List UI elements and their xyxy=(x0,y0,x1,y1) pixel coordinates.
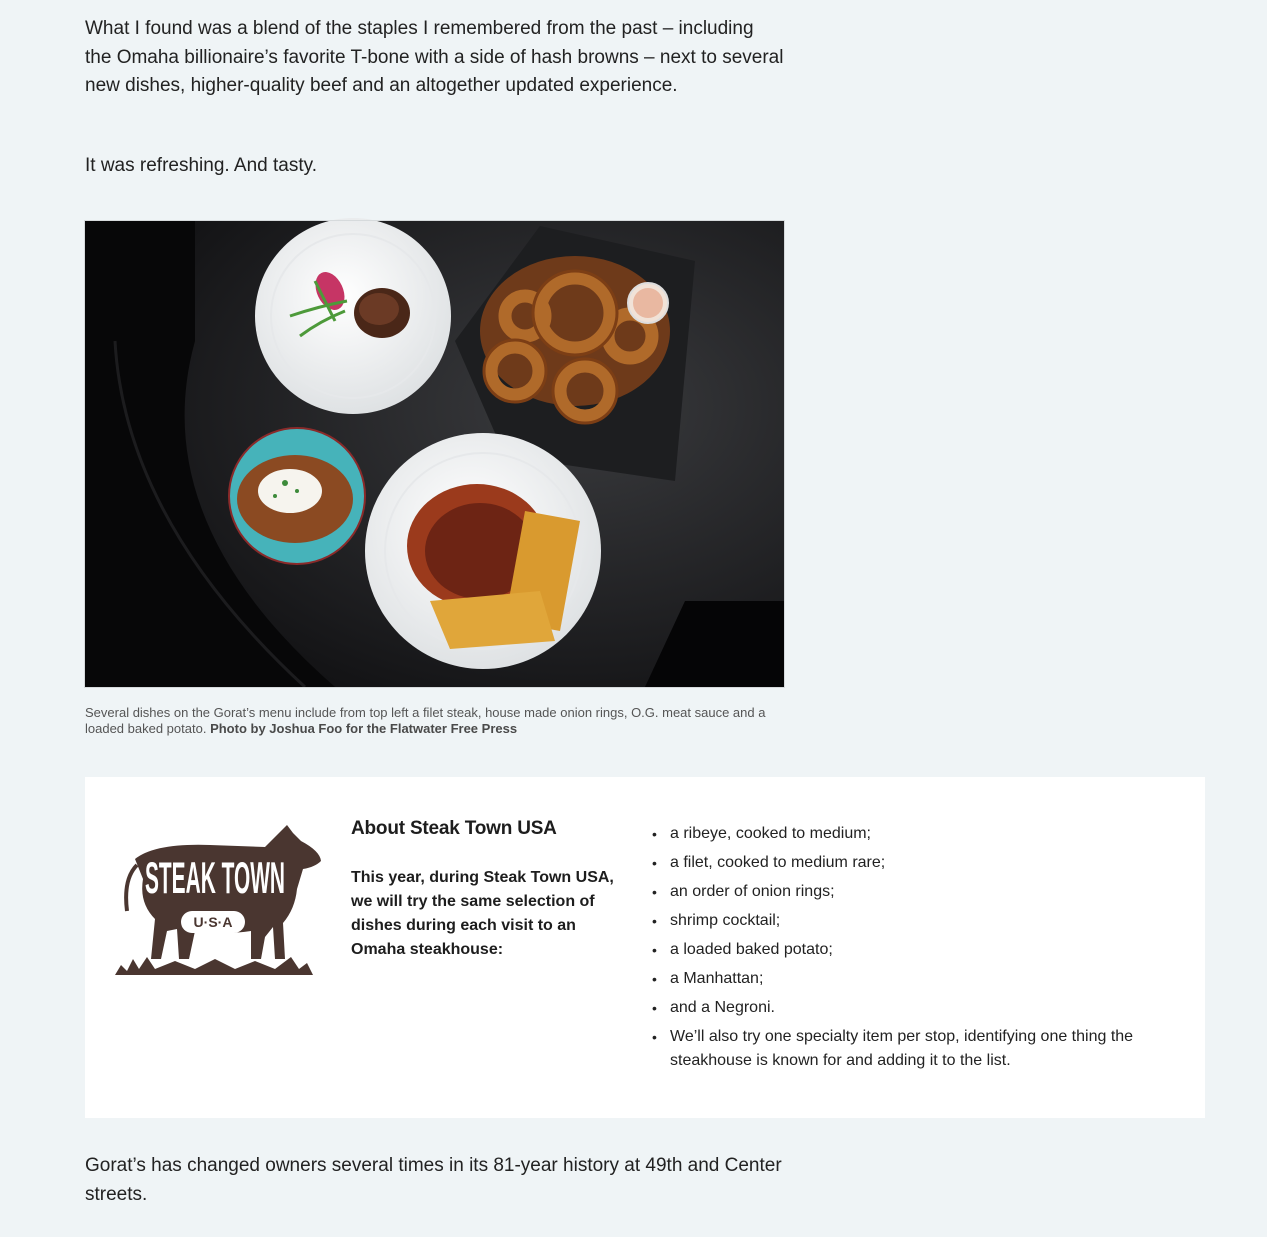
article-paragraph: It was refreshing. And tasty. xyxy=(85,155,317,176)
list-item-text: a ribeye, cooked to medium; xyxy=(670,825,871,842)
list-item xyxy=(652,822,1170,846)
bullet: • xyxy=(652,942,657,958)
list-item-text: an order of onion rings; xyxy=(670,883,835,900)
logo-wordmark: STEAK TOWN xyxy=(145,853,285,904)
bullet: • xyxy=(652,855,657,871)
list-item xyxy=(652,1025,1170,1073)
bullet: • xyxy=(652,1029,657,1045)
list-item-text: a loaded baked potato; xyxy=(670,941,833,958)
dish-list xyxy=(652,822,1170,1078)
about-intro: This year, during Steak Town USA, we will try the same selection of dishes during each visit to an Omaha steakhouse: xyxy=(351,869,614,958)
list-item xyxy=(652,967,1170,991)
list-item-text: a Manhattan; xyxy=(670,970,764,987)
list-item xyxy=(652,938,1170,962)
about-steak-town-box xyxy=(85,777,1205,1118)
food-photo[interactable] xyxy=(85,221,784,687)
about-title: About Steak Town USA xyxy=(351,818,557,839)
list-item xyxy=(652,909,1170,933)
photo-caption xyxy=(85,705,785,737)
article-paragraph: Gorat’s has changed owners several times in its 81-year history at 49th and Center streets. xyxy=(85,1155,782,1205)
list-item-text: a filet, cooked to medium rare; xyxy=(670,854,886,871)
bullet: • xyxy=(652,1000,657,1016)
article-paragraph: What I found was a blend of the staples I remembered from the past – including the Omaha billionaire’s favorite T-bone with a side of hash browns – next to several new dishes, higher-quality beef and an altogether updated experience. xyxy=(85,18,784,96)
list-item xyxy=(652,851,1170,875)
logo-usa: U·S·A xyxy=(193,914,233,930)
list-item xyxy=(652,996,1170,1020)
bullet: • xyxy=(652,913,657,929)
list-item-text: We’ll also try one specialty item per stop, identifying one thing the steakhouse is known for and adding it to the list. xyxy=(670,1028,1134,1069)
bullet: • xyxy=(652,884,657,900)
caption-text: Several dishes on the Gorat’s menu include from top left a filet steak, house made onion rings, O.G. meat sauce and a loaded baked potato. xyxy=(85,705,766,736)
list-item-text: and a Negroni. xyxy=(670,999,775,1016)
list-item-text: shrimp cocktail; xyxy=(670,912,781,929)
steak-town-usa-logo xyxy=(115,819,327,979)
bullet: • xyxy=(652,971,657,987)
list-item xyxy=(652,880,1170,904)
bullet: • xyxy=(652,826,657,842)
photo-credit: Photo by Joshua Foo for the Flatwater Free Press xyxy=(210,721,518,736)
